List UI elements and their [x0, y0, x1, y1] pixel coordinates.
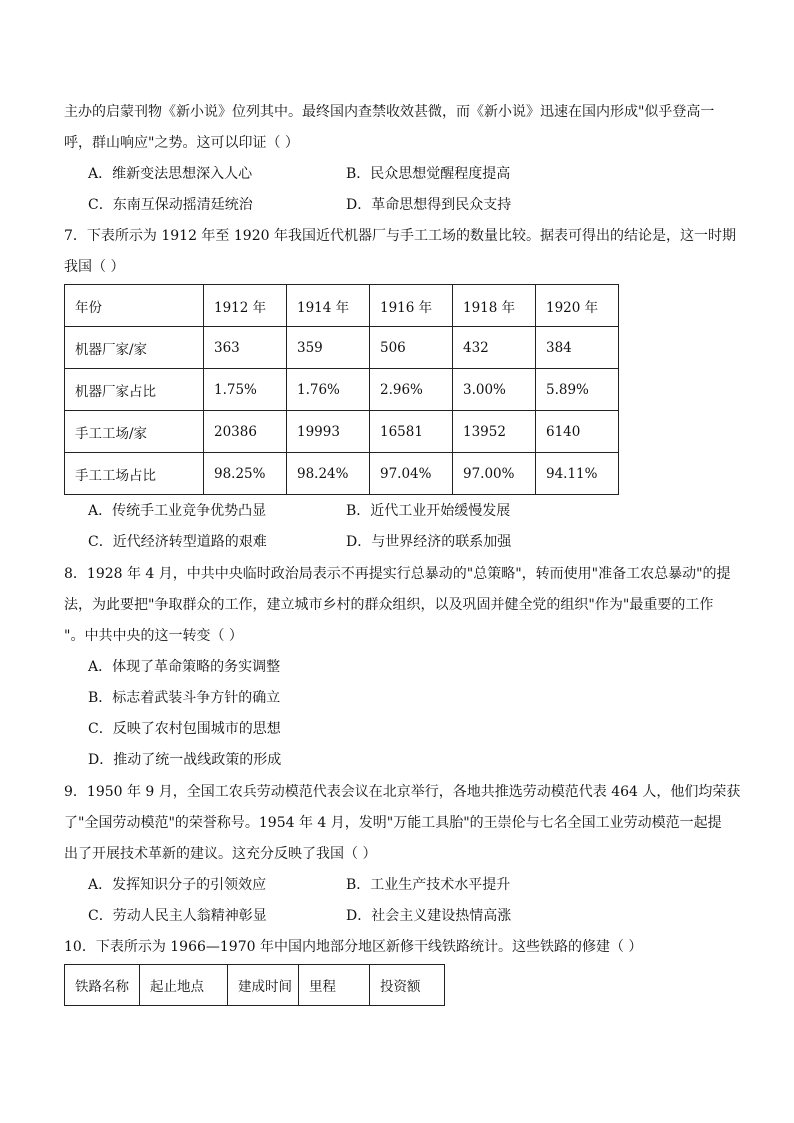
table-header-cell: 1914 年 [287, 285, 370, 327]
table-header-row [65, 965, 445, 1006]
table-cell: 机器厂家占比 [65, 369, 204, 411]
table-header-cell: 1916 年 [370, 285, 453, 327]
q7-option-b[interactable]: B．近代工业开始缓慢发展 [346, 503, 511, 519]
q9-option-d[interactable]: D．社会主义建设热情高涨 [346, 908, 512, 924]
q9-text-line3: 出了开展技术革新的建议。这充分反映了我国（ ） [64, 846, 377, 862]
table-cell: 98.25% [204, 453, 287, 495]
table-cell: 97.04% [370, 453, 453, 495]
table-cell: 2.96% [370, 369, 453, 411]
table-header-cell: 年份 [65, 285, 204, 327]
table-cell: 3.00% [453, 369, 536, 411]
table-header-cell: 起止地点 [140, 965, 228, 1006]
q7-option-a[interactable]: A．传统手工业竞争优势凸显 [88, 503, 267, 519]
q8-text-line2: 法，为此要把"争取群众的工作，建立城市乡村的群众组织，以及巩固并健全党的组织"作为"最重要的工作 [64, 597, 714, 613]
q10-text-line1: 10．下表所示为 1966—1970 年中国内地部分地区新修干线铁路统计。这些铁路的修建（ ） [64, 939, 643, 955]
table-cell: 1.76% [287, 369, 370, 411]
table-cell: 97.00% [453, 453, 536, 495]
table-cell: 5.89% [536, 369, 619, 411]
q7-text-line1: 7．下表所示为 1912 年至 1920 年我国近代机器厂与手工工场的数量比较。据表可得出的结论是，这一时期 [64, 228, 736, 244]
table-header-cell: 建成时间 [228, 965, 299, 1006]
table-cell: 1.75% [204, 369, 287, 411]
q7-option-c[interactable]: C．近代经济转型道路的艰难 [88, 534, 267, 550]
table-header-cell: 里程 [299, 965, 370, 1006]
q6-text-line2: 呼，群山响应"之势。这可以印证（ ） [64, 135, 299, 151]
table-header-cell: 投资额 [370, 965, 445, 1006]
q7-data-table [64, 284, 619, 495]
q7-text-line2: 我国（ ） [64, 259, 125, 275]
table-row [65, 369, 619, 411]
q9-option-b[interactable]: B．工业生产技术水平提升 [346, 877, 511, 893]
table-header-row [65, 285, 619, 327]
q9-option-a[interactable]: A．发挥知识分子的引领效应 [88, 877, 267, 893]
table-cell: 20386 [204, 411, 287, 453]
table-header-cell: 铁路名称 [65, 965, 140, 1006]
table-cell: 手工工场/家 [65, 411, 204, 453]
table-header-cell: 1912 年 [204, 285, 287, 327]
q10-railway-table [64, 964, 445, 1006]
table-cell: 363 [204, 327, 287, 369]
table-cell: 13952 [453, 411, 536, 453]
table-cell: 6140 [536, 411, 619, 453]
table-cell: 384 [536, 327, 619, 369]
table-row [65, 327, 619, 369]
q9-text-line2: 了"全国劳动模范"的荣誉称号。1954 年 4 月，发明"万能工具胎"的王崇伦与七名全国工业劳动模范一起提 [64, 815, 722, 831]
table-row [65, 453, 619, 495]
q8-option-b[interactable]: B．标志着武装斗争方针的确立 [88, 690, 281, 706]
q8-text-line3: "。中共中央的这一转变（ ） [64, 628, 243, 644]
q7-option-d[interactable]: D．与世界经济的联系加强 [346, 534, 512, 550]
table-cell: 手工工场占比 [65, 453, 204, 495]
q6-option-a[interactable]: A．维新变法思想深入人心 [88, 166, 253, 182]
table-cell: 94.11% [536, 453, 619, 495]
q9-text-line1: 9．1950 年 9 月，全国工农兵劳动模范代表会议在北京举行，各地共推选劳动模范代表 464 人，他们均荣获 [64, 784, 741, 800]
q6-text-line1: 主办的启蒙刊物《新小说》位列其中。最终国内查禁收效甚微，而《新小说》迅速在国内形成"似乎登高一 [64, 104, 715, 120]
table-cell: 98.24% [287, 453, 370, 495]
table-cell: 机器厂家/家 [65, 327, 204, 369]
q6-option-c[interactable]: C．东南互保动摇清廷统治 [88, 197, 253, 213]
q8-option-c[interactable]: C．反映了农村包围城市的思想 [88, 721, 281, 737]
table-header-cell: 1918 年 [453, 285, 536, 327]
table-row [65, 411, 619, 453]
q8-option-d[interactable]: D．推动了统一战线政策的形成 [88, 752, 282, 768]
table-cell: 16581 [370, 411, 453, 453]
q6-option-b[interactable]: B．民众思想觉醒程度提高 [346, 166, 511, 182]
q6-option-d[interactable]: D．革命思想得到民众支持 [346, 197, 512, 213]
table-cell: 359 [287, 327, 370, 369]
q9-option-c[interactable]: C．劳动人民主人翁精神彰显 [88, 908, 267, 924]
table-cell: 506 [370, 327, 453, 369]
q8-option-a[interactable]: A．体现了革命策略的务实调整 [88, 659, 281, 675]
q8-text-line1: 8．1928 年 4 月，中共中央临时政治局表示不再提实行总暴动的"总策略"，转而使用"准备工农总暴动"的提 [64, 566, 731, 582]
table-header-cell: 1920 年 [536, 285, 619, 327]
table-cell: 432 [453, 327, 536, 369]
table-cell: 19993 [287, 411, 370, 453]
